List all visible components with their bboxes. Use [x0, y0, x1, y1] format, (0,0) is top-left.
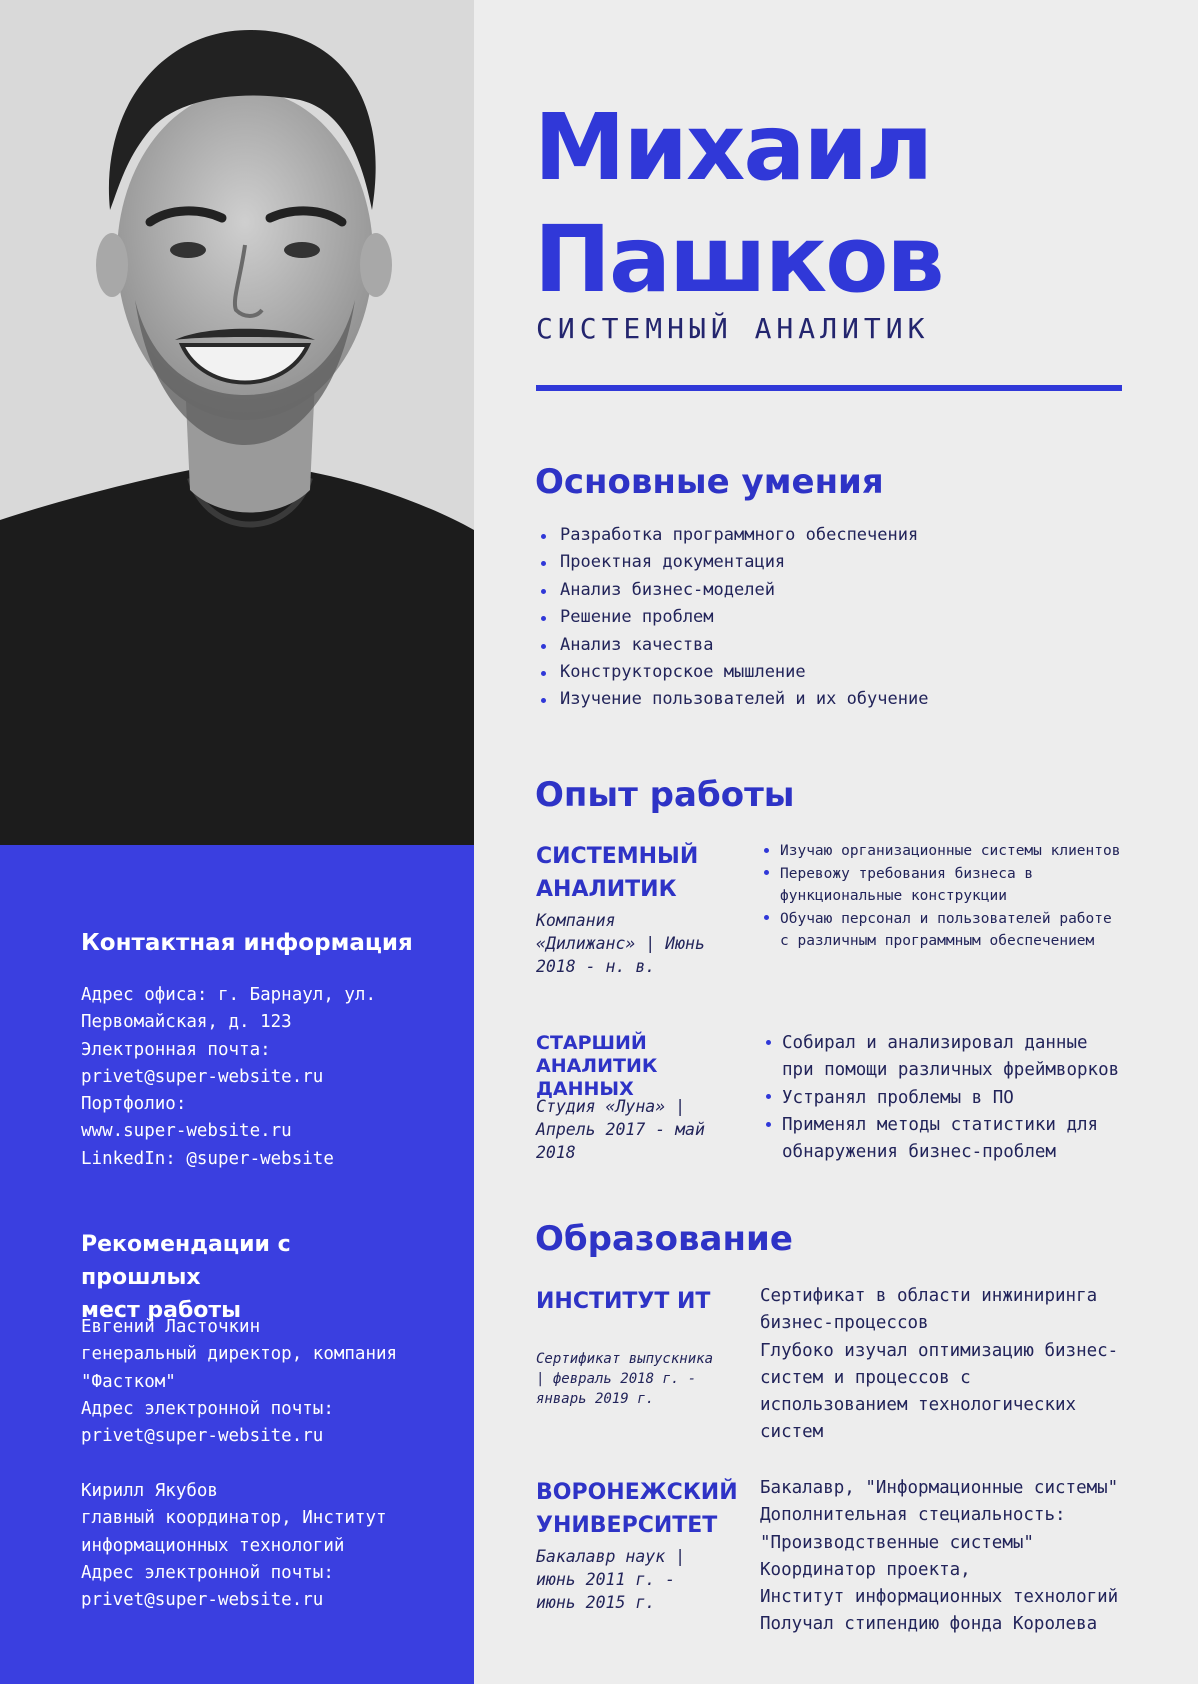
duty-item	[758, 908, 1120, 953]
left-column	[0, 0, 474, 1684]
references-heading-line: Рекомендации с прошлых	[81, 1232, 291, 1290]
job-meta-line: «Дилижанс» | Июнь	[536, 934, 705, 953]
education-text-line: Бакалавр, "Информационные системы"	[760, 1478, 1119, 1498]
education-text-line: Сертификат в области инжиниринга	[760, 1286, 1098, 1306]
education-text-line: систем и процессов с	[760, 1367, 971, 1388]
contact-info	[81, 982, 471, 1173]
duty-line: Устранял проблемы в ПО	[782, 1087, 1014, 1108]
education-text-line: "Производственные системы"	[760, 1532, 1034, 1553]
education-title-line: ВОРОНЕЖСКИЙ	[536, 1480, 738, 1505]
duty-line: обнаружения бизнес-проблем	[782, 1142, 1056, 1163]
skill-item: Проектная документация	[535, 549, 928, 576]
job-title-line: АНАЛИТИК ДАННЫХ	[536, 1055, 658, 1100]
job-duties	[760, 1030, 1119, 1166]
education-meta-line: | февраль 2018 г. -	[536, 1371, 697, 1387]
skill-item: Решение проблем	[535, 604, 928, 631]
education-title-line: ИНСТИТУТ ИТ	[536, 1289, 711, 1314]
contact-line: Первомайская, д. 123	[81, 1012, 292, 1033]
reference-line: Адрес электронной почты:	[81, 1562, 334, 1583]
skill-item: Анализ бизнес-моделей	[535, 577, 928, 604]
education-text-line: использованием технологических	[760, 1395, 1077, 1416]
education-heading: Образование	[535, 1219, 793, 1259]
job-meta	[536, 909, 756, 978]
duty-item	[760, 1030, 1119, 1085]
reference-name: Кирилл Якубов	[81, 1481, 218, 1501]
reference-line: информационных технологий	[81, 1535, 345, 1556]
reference-line: "Фастком"	[81, 1371, 176, 1392]
duty-line: Собирал и анализировал данные	[782, 1033, 1088, 1053]
education-meta-line: Сертификат выпускника	[536, 1351, 714, 1367]
header-divider	[536, 385, 1122, 391]
duty-item	[758, 840, 1120, 863]
job-role: СИСТЕМНЫЙ АНАЛИТИК	[536, 312, 930, 345]
last-name: Пашков	[534, 206, 943, 313]
references-heading-line: мест работы	[81, 1298, 242, 1323]
job-title	[536, 1032, 756, 1101]
education-text-line: Институт информационных технологий	[760, 1587, 1119, 1608]
job-meta-line: 2018	[536, 1143, 576, 1162]
duty-item	[760, 1112, 1119, 1167]
email-link[interactable]: privet@super-website.ru	[81, 1066, 324, 1087]
job-title-line: СИСТЕМНЫЙ	[536, 844, 699, 869]
reference-line: главный координатор, Институт	[81, 1508, 387, 1529]
profile-photo	[0, 0, 474, 845]
education-meta-line: июнь 2015 г.	[536, 1593, 656, 1612]
references-heading	[81, 1228, 401, 1327]
education-meta-line: Бакалавр наук |	[536, 1547, 686, 1566]
job-meta-line: Студия «Луна» |	[536, 1097, 686, 1116]
portrait-illustration	[0, 0, 474, 845]
job-title	[536, 840, 756, 906]
education-text-line: бизнес-процессов	[760, 1313, 929, 1334]
education-text-line: Получал стипендию фонда Королева	[760, 1614, 1098, 1635]
skill-item: Изучение пользователей и их обучение	[535, 686, 928, 713]
duty-line: Перевожу требования бизнеса в	[780, 865, 1034, 882]
experience-heading: Опыт работы	[535, 775, 795, 815]
skill-item: Анализ качества	[535, 632, 928, 659]
contact-line: Электронная почта:	[81, 1039, 271, 1060]
duty-item	[758, 863, 1120, 908]
education-title	[536, 1476, 756, 1542]
education-description	[760, 1475, 1130, 1639]
duty-line: Обучаю персонал и пользователей работе	[780, 910, 1112, 927]
reference-name: Евгений Ласточкин	[81, 1317, 261, 1337]
education-meta-line: июнь 2011 г. -	[536, 1570, 676, 1589]
job-title-line: АНАЛИТИК	[536, 877, 677, 902]
reference-line: генеральный директор, компания	[81, 1344, 398, 1365]
skill-item: Разработка программного обеспечения	[535, 522, 928, 549]
full-name	[534, 92, 1134, 316]
skills-heading: Основные умения	[535, 462, 884, 502]
reference-person	[81, 1314, 471, 1450]
education-meta	[536, 1349, 756, 1409]
portfolio-link[interactable]: www.super-website.ru	[81, 1121, 292, 1142]
duty-line: Изучаю организационные системы клиентов	[780, 843, 1121, 859]
contact-line: Портфолио:	[81, 1094, 187, 1115]
duty-line: функциональные конструкции	[780, 888, 1007, 904]
duty-line: при помощи различных фреймворков	[782, 1060, 1120, 1081]
first-name: Михаил	[534, 94, 932, 201]
job-duties	[758, 840, 1120, 953]
education-meta-line: январь 2019 г.	[536, 1391, 655, 1407]
education-text-line: систем	[760, 1422, 824, 1443]
job-meta	[536, 1095, 756, 1164]
job-meta-line: Компания	[536, 911, 616, 930]
reference-email[interactable]: privet@super-website.ru	[81, 1426, 324, 1447]
skills-list	[535, 522, 928, 714]
education-description	[760, 1283, 1130, 1447]
education-meta	[536, 1545, 756, 1614]
duty-line: с различным программным обеспечением	[780, 933, 1095, 949]
linkedin-line[interactable]: LinkedIn: @super-website	[81, 1148, 334, 1169]
education-title	[536, 1285, 756, 1318]
education-text-line: Глубоко изучал оптимизацию бизнес-	[760, 1340, 1119, 1361]
contact-line: Адрес офиса: г. Барнаул, ул.	[81, 985, 377, 1005]
duty-line: Применял методы статистики для	[782, 1114, 1099, 1135]
contact-heading: Контактная информация	[81, 930, 413, 956]
education-text-line: Дополнительная стециальность:	[760, 1505, 1066, 1526]
job-meta-line: Апрель 2017 - май	[536, 1120, 705, 1139]
skill-item: Конструкторское мышление	[535, 659, 928, 686]
education-text-line: Координатор проекта,	[760, 1559, 971, 1580]
reference-line: Адрес электронной почты:	[81, 1398, 334, 1419]
education-title-line: УНИВЕРСИТЕТ	[536, 1513, 718, 1538]
duty-item	[760, 1085, 1119, 1112]
job-meta-line: 2018 - н. в.	[536, 957, 656, 976]
reference-email[interactable]: privet@super-website.ru	[81, 1590, 324, 1611]
job-title-line: СТАРШИЙ	[536, 1032, 647, 1054]
reference-person	[81, 1478, 471, 1614]
